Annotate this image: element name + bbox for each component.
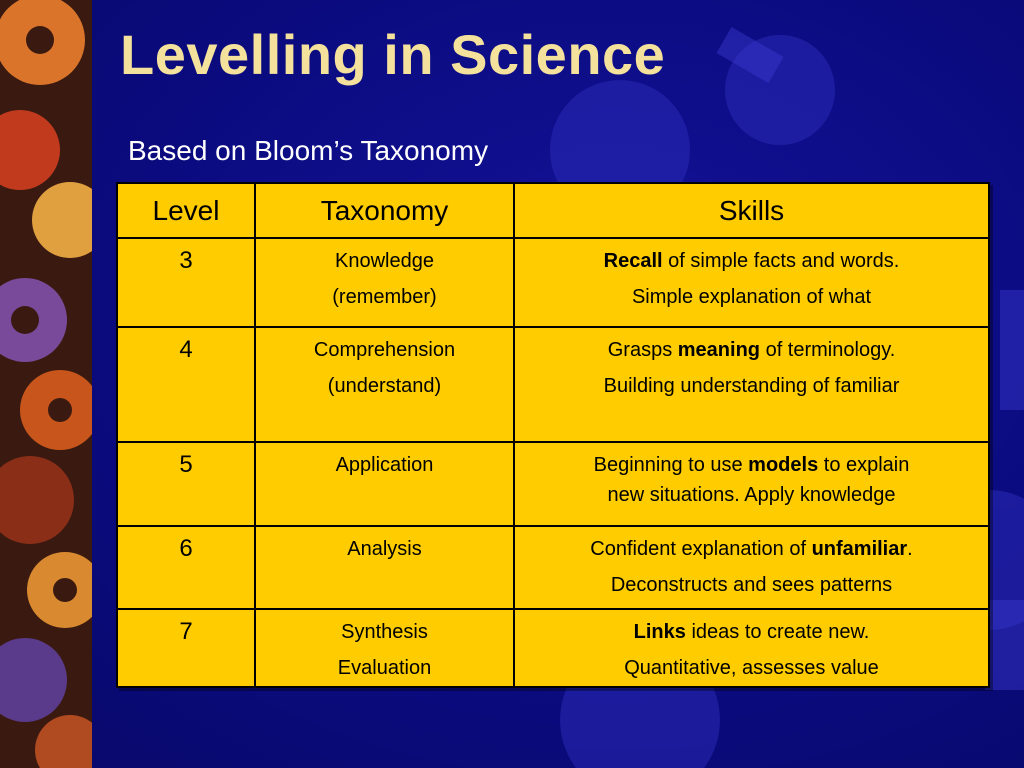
skills-line: Quantitative, assesses value	[624, 657, 879, 679]
skills-text: Confident explanation of	[590, 538, 812, 560]
taxonomy-line: (remember)	[332, 286, 437, 308]
taxonomy-line: Synthesis	[341, 621, 428, 643]
taxonomy-cell	[255, 327, 514, 442]
level-cell: 6	[117, 526, 255, 609]
taxonomy-cell	[255, 526, 514, 609]
level-cell: 7	[117, 609, 255, 687]
skills-line	[515, 614, 988, 650]
table-row	[117, 327, 989, 442]
level-cell: 5	[117, 442, 255, 526]
table-row	[117, 442, 989, 526]
skills-keyword: Links	[633, 621, 686, 643]
skills-line	[515, 450, 988, 480]
skills-cell	[514, 609, 989, 687]
skills-text: .	[907, 538, 913, 560]
taxonomy-line: Evaluation	[337, 657, 432, 679]
slide-title: Levelling in Science	[120, 23, 666, 86]
skills-text: to explain	[818, 454, 910, 476]
skills-line: Deconstructs and sees patterns	[610, 574, 893, 596]
taxonomy-line: Comprehension	[313, 339, 456, 361]
skills-text: Beginning to use	[593, 454, 749, 476]
header-level: Level	[117, 183, 255, 238]
taxonomy-line: Analysis	[347, 538, 422, 560]
skills-text: of simple facts and words.	[662, 250, 900, 272]
skills-text: Grasps	[607, 339, 678, 361]
taxonomy-line: Knowledge	[335, 250, 434, 272]
table-row	[117, 526, 989, 609]
table-header-row	[117, 183, 989, 238]
header-skills: Skills	[514, 183, 989, 238]
skills-keyword: models	[748, 454, 819, 476]
header-taxonomy: Taxonomy	[255, 183, 514, 238]
table-row	[117, 238, 989, 327]
levelling-table	[116, 182, 990, 688]
skills-keyword: Recall	[603, 250, 663, 272]
skills-cell	[514, 442, 989, 526]
slide-subtitle: Based on Bloom’s Taxonomy	[128, 135, 489, 166]
skills-line	[515, 243, 988, 279]
level-cell: 3	[117, 238, 255, 327]
taxonomy-line: (understand)	[327, 375, 442, 397]
skills-text: of terminology.	[760, 339, 896, 361]
taxonomy-cell	[255, 442, 514, 526]
level-cell: 4	[117, 327, 255, 442]
skills-line: Building understanding of familiar	[603, 375, 900, 397]
skills-line: new situations. Apply knowledge	[607, 484, 896, 506]
taxonomy-line: Application	[335, 454, 434, 476]
skills-keyword: meaning	[677, 339, 761, 361]
skills-cell	[514, 526, 989, 609]
skills-line	[515, 531, 988, 567]
skills-keyword: unfamiliar	[811, 538, 908, 560]
left-gears-image-strip	[0, 0, 92, 768]
skills-text: ideas to create new.	[685, 621, 870, 643]
skills-line	[515, 332, 988, 368]
skills-line: Simple explanation of what	[631, 286, 872, 308]
skills-cell	[514, 238, 989, 327]
taxonomy-cell	[255, 609, 514, 687]
table-row	[117, 609, 989, 687]
skills-cell	[514, 327, 989, 442]
taxonomy-cell	[255, 238, 514, 327]
